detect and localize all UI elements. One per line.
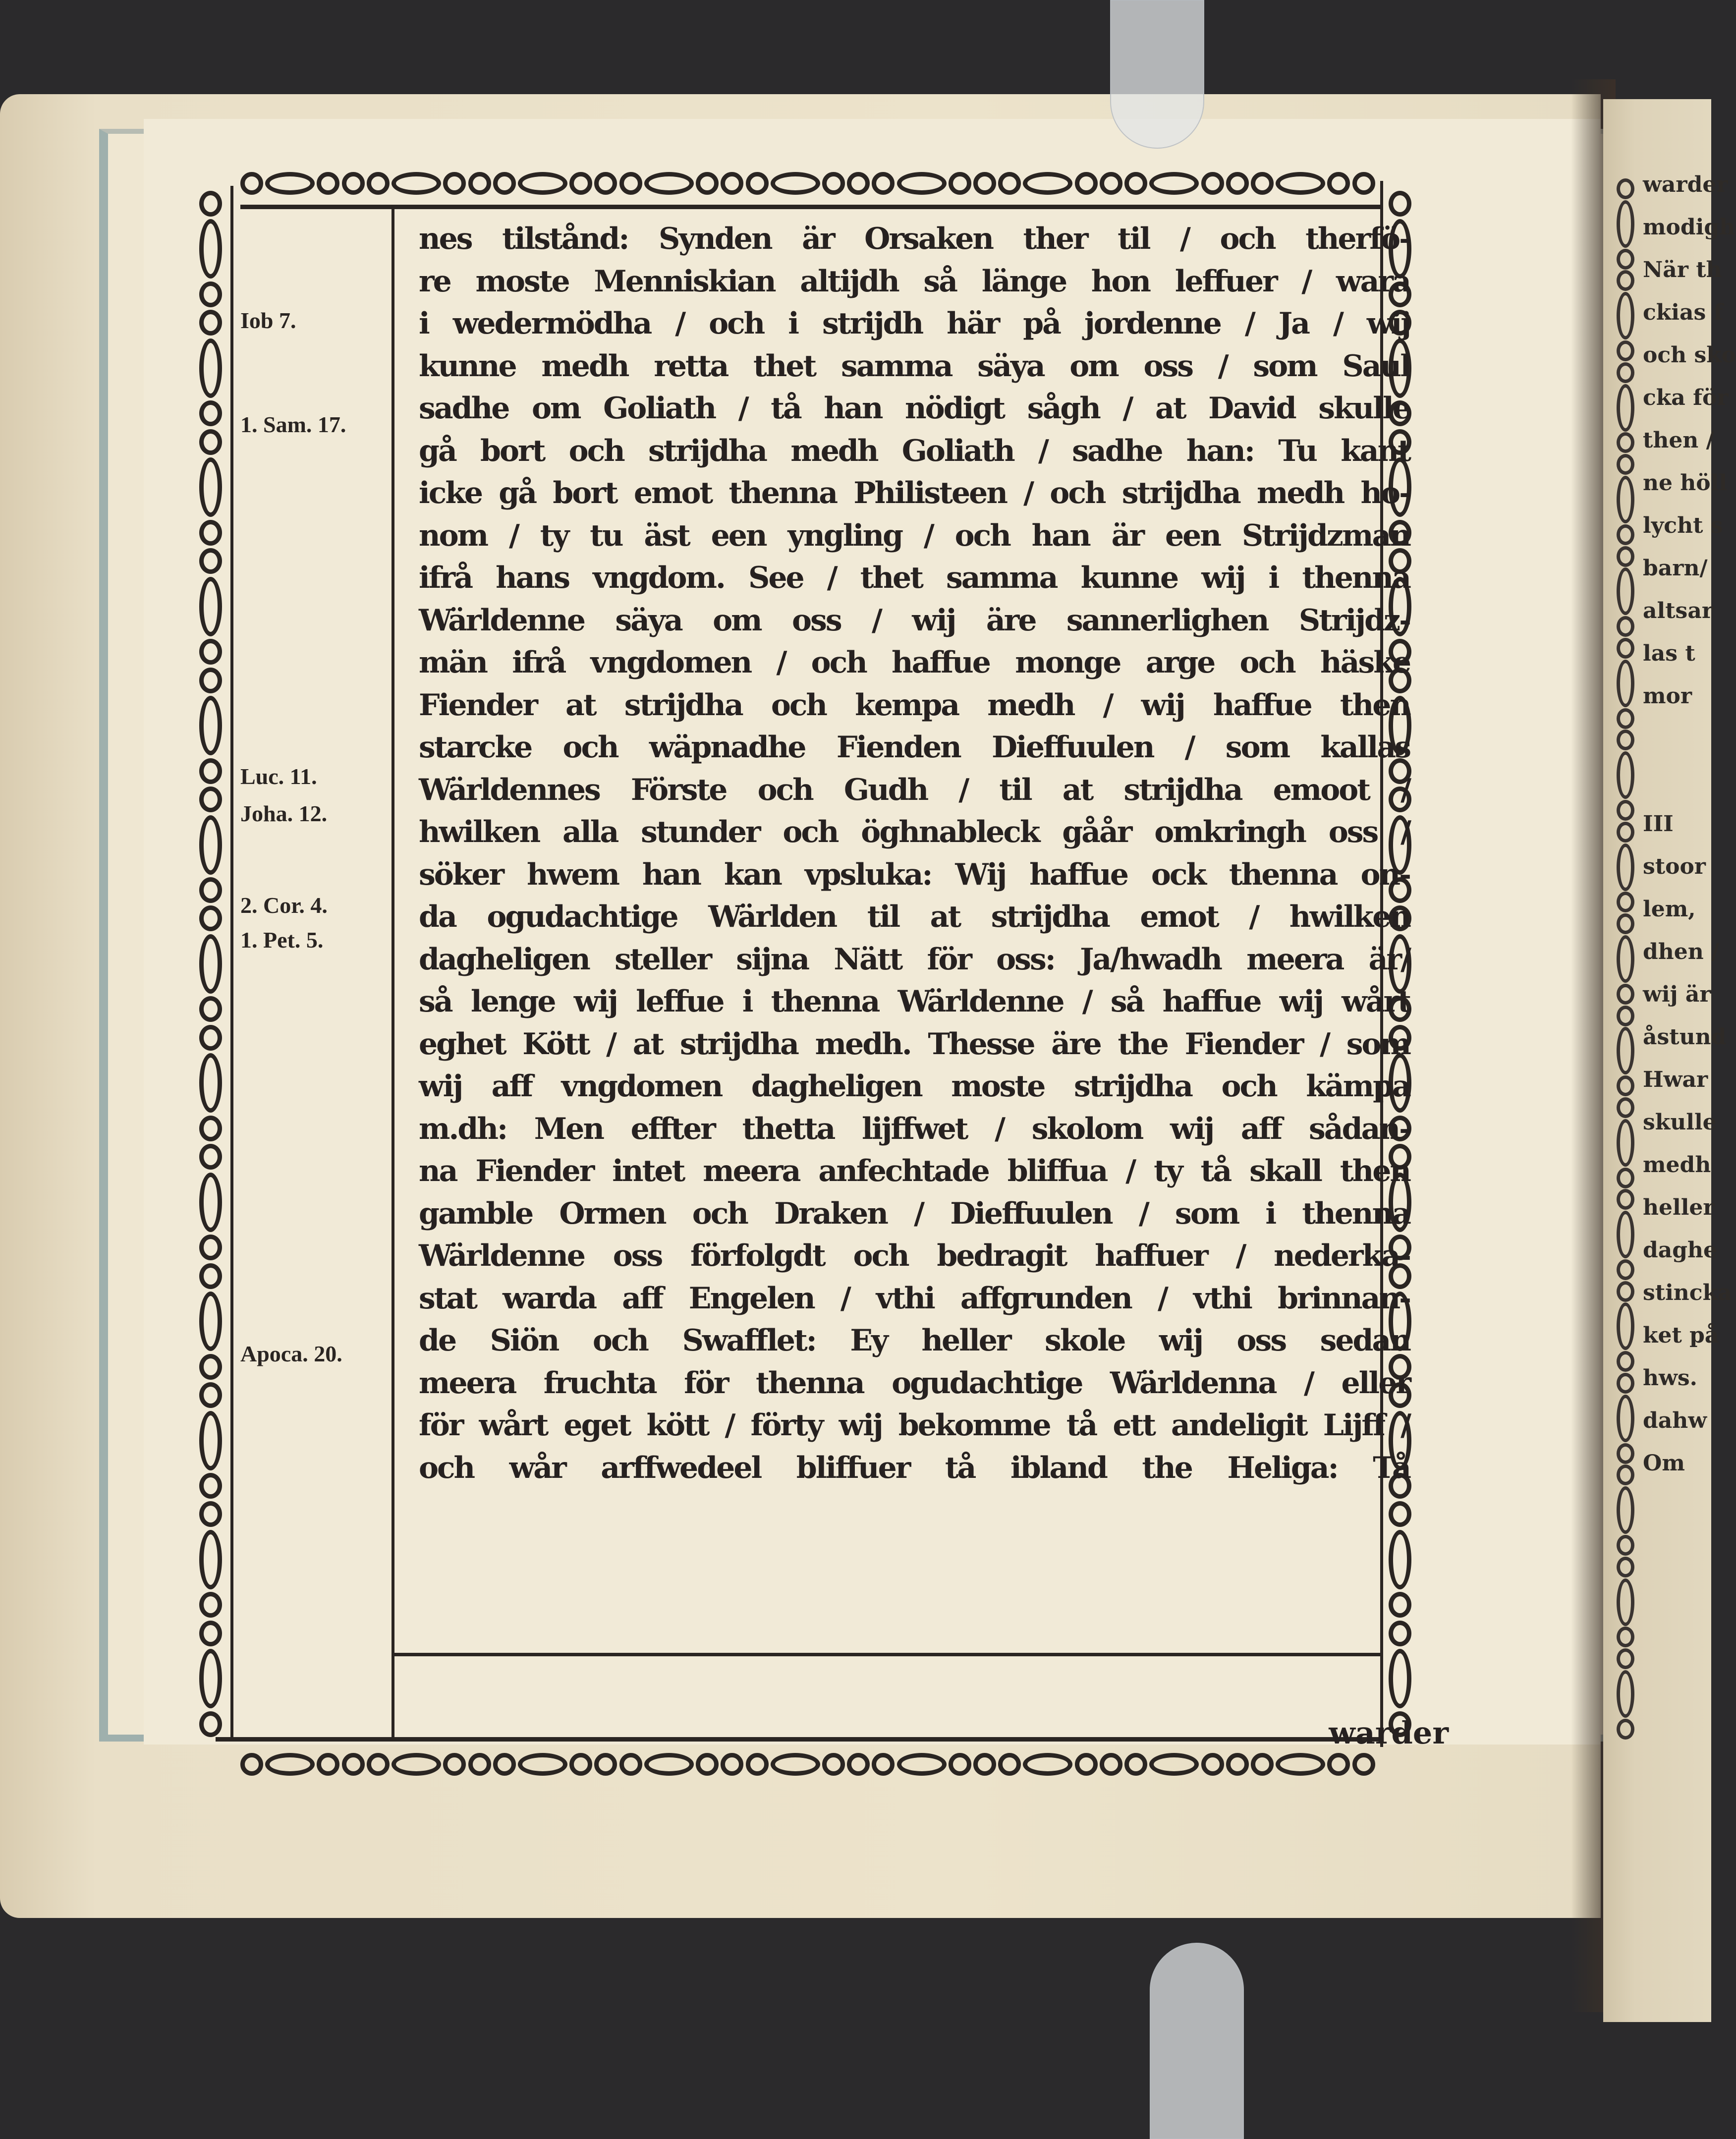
- ornament-link: [1617, 432, 1634, 453]
- ornament-link: [949, 1753, 971, 1776]
- text-line: Wärldennes Förste och Gudh / til at strijdha emoot /: [419, 772, 1410, 807]
- ornament-link: [199, 815, 222, 875]
- ornament-link: [847, 172, 870, 195]
- facing-page-fragment: och sko: [1643, 342, 1736, 368]
- ornament-link: [822, 1753, 845, 1776]
- ornament-link: [1617, 270, 1634, 291]
- facing-page-fragment: lem,: [1643, 897, 1696, 922]
- ornament-link: [1617, 1119, 1634, 1167]
- ornament-link: [199, 548, 222, 574]
- ornament-link: [1617, 249, 1634, 270]
- ornament-link: [1389, 1592, 1411, 1618]
- ornament-link: [1617, 567, 1634, 615]
- ornament-link: [342, 172, 365, 195]
- ornament-link: [1617, 1535, 1634, 1556]
- facing-page-fragment: III: [1643, 811, 1674, 837]
- ornament-link: [199, 1144, 222, 1170]
- ornament-link: [771, 1753, 820, 1776]
- ornament-link: [199, 310, 222, 336]
- ornament-link: [619, 172, 642, 195]
- text-line: så lenge wij leffue i thenna Wärldenne / så haffue wij wårt: [419, 984, 1410, 1019]
- ornament-link: [1617, 1302, 1634, 1350]
- ornament-link: [518, 1753, 567, 1776]
- ornament-link: [1352, 1753, 1375, 1776]
- ornament-link: [973, 1753, 996, 1776]
- ornament-link: [199, 1621, 222, 1646]
- top-rule: [240, 205, 1380, 209]
- ornament-link: [199, 1053, 222, 1113]
- ornament-link: [1617, 384, 1634, 432]
- ornament-link: [342, 1753, 365, 1776]
- ornament-link: [1617, 1189, 1634, 1210]
- ornament-link: [1617, 524, 1634, 545]
- ornament-link: [1617, 1075, 1634, 1096]
- text-line: sadhe om Goliath / tå han nödigt sågh / at David skulle: [419, 391, 1410, 426]
- facing-page-text: [1643, 164, 1736, 1485]
- ornament-link: [569, 172, 592, 195]
- ornament-link: [1201, 172, 1224, 195]
- ornament-link: [1075, 172, 1098, 195]
- ornament-link: [1617, 454, 1634, 475]
- ornament-link: [1617, 1578, 1634, 1626]
- margin-notes: [240, 278, 399, 1417]
- ornament-link: [1617, 892, 1634, 912]
- text-line: Wärldenne säya om oss / wij äre sannerlighen Strijdz-: [419, 603, 1410, 638]
- ornament-link: [619, 1753, 642, 1776]
- ornament-link: [771, 172, 820, 195]
- facing-page-fragment: medh: [1643, 1152, 1711, 1178]
- ornament-link: [317, 172, 339, 195]
- facing-page-fragment: åstund: [1643, 1024, 1727, 1050]
- ornament-link: [1100, 1753, 1122, 1776]
- ornament-link: [1617, 844, 1634, 891]
- ornament-link: [1617, 292, 1634, 339]
- ornament-link: [199, 457, 222, 517]
- ornament-link: [199, 934, 222, 994]
- ornament-link: [199, 787, 222, 812]
- ornament-link: [199, 219, 222, 279]
- text-line: nom / ty tu äst een yngling / och han är een Strijdzman: [419, 518, 1410, 553]
- ornament-link: [1617, 913, 1634, 934]
- ornament-link: [1617, 340, 1634, 361]
- facing-page-fragment: warder: [1643, 172, 1728, 197]
- ornament-link: [594, 1753, 617, 1776]
- ornament-link: [1617, 1719, 1634, 1740]
- text-line: hwilken alla stunder och öghnableck gåår omkringh oss /: [419, 815, 1410, 849]
- ornament-link: [998, 1753, 1021, 1776]
- ornament-link: [1617, 1486, 1634, 1534]
- ornament-link: [199, 668, 222, 693]
- ornament-link: [1149, 172, 1199, 195]
- text-line: Fiender at strijdha och kempa medh / wij haffue then: [419, 687, 1410, 723]
- text-line: gamble Ormen och Draken / Dieffuulen / som i thenna: [419, 1196, 1410, 1231]
- ornament-link: [1617, 1211, 1634, 1258]
- ornament-link: [1617, 476, 1634, 523]
- ornament-link: [199, 1530, 222, 1589]
- ornament-link: [199, 281, 222, 307]
- ornament-link: [746, 1753, 769, 1776]
- text-line: m.dh: Men effter thetta lijffwet / skolom wij aff sådan-: [419, 1111, 1410, 1146]
- ornament-link: [1389, 1621, 1411, 1646]
- facing-page-fragment: modigh: [1643, 215, 1736, 240]
- ornament-link: [1617, 1648, 1634, 1669]
- text-line: för wårt eget kött / förty wij bekomme tå ett andeligit Lijff /: [419, 1408, 1410, 1443]
- ornament-link: [1617, 1373, 1634, 1394]
- ornament-link: [1327, 1753, 1350, 1776]
- ornament-link: [199, 696, 222, 755]
- text-line: starcke och wäpnadhe Fienden Dieffuulen / som kallas: [419, 730, 1410, 765]
- text-bottom-rule: [394, 1653, 1380, 1656]
- ornament-link: [721, 1753, 743, 1776]
- ornament-link: [822, 172, 845, 195]
- ornament-link: [872, 1753, 895, 1776]
- facing-page-fragment: daghe: [1643, 1238, 1718, 1263]
- facing-page-fragment: las t: [1643, 641, 1695, 666]
- ornament-link: [1617, 1464, 1634, 1485]
- ornament-link: [199, 639, 222, 665]
- ornament-link: [199, 1501, 222, 1527]
- text-line: gå bort och strijdha medh Goliath / sadhe han: Tu kant: [419, 433, 1410, 468]
- facing-page-fragment: mor: [1643, 683, 1692, 709]
- text-line: ifrå hans vngdom. See / thet samma kunne wij i thenna: [419, 561, 1410, 595]
- ornament-link: [696, 1753, 719, 1776]
- margin-note-ref: 1. Pet. 5.: [240, 927, 324, 953]
- ornament-link: [1617, 730, 1634, 750]
- facing-page-fragment: ne höll: [1643, 470, 1728, 496]
- ornament-link: [1327, 172, 1350, 195]
- text-line: Wärldenne oss förfolgdt och bedragit haffuer / nederka-: [419, 1238, 1410, 1273]
- ornament-link: [1124, 172, 1147, 195]
- ornament-link: [468, 172, 491, 195]
- bottom-rule: [216, 1737, 1380, 1742]
- ornament-link: [1617, 1351, 1634, 1372]
- ornament-link: [1617, 1027, 1634, 1074]
- ornament-link: [1149, 1753, 1199, 1776]
- margin-note-ref: 2. Cor. 4.: [240, 893, 328, 918]
- facing-page-fragment: Om: [1643, 1451, 1685, 1476]
- ornament-link: [1276, 172, 1325, 195]
- ornament-link: [1617, 200, 1634, 248]
- ornament-link: [199, 338, 222, 398]
- ornament-link: [1389, 1649, 1411, 1708]
- ornament-link: [367, 1753, 390, 1776]
- ornament-link: [949, 172, 971, 195]
- ornament-link: [1124, 1753, 1147, 1776]
- ornament-link: [1023, 1753, 1072, 1776]
- ornament-link: [443, 172, 466, 195]
- text-line: söker hwem han kan vpsluka: Wij haffue ock thenna on-: [419, 857, 1410, 892]
- ornament-link: [199, 1473, 222, 1499]
- text-line: meera fruchta för thenna ogudachtige Wärldenna / eller: [419, 1365, 1410, 1401]
- ornament-link: [897, 172, 947, 195]
- ornament-link: [1617, 1443, 1634, 1464]
- facing-page-fragment: wij är: [1643, 982, 1711, 1007]
- ornament-link: [1617, 708, 1634, 729]
- ornament-link: [1617, 1097, 1634, 1118]
- text-line: icke gå bort emot thenna Philisteen / och strijdha medh ho-: [419, 476, 1410, 510]
- facing-page-fragment: altsar: [1643, 598, 1714, 623]
- ornament-link: [1617, 1281, 1634, 1302]
- ornament-link: [199, 520, 222, 546]
- body-text: [419, 218, 1410, 1489]
- ornament-link: [1352, 172, 1375, 195]
- facing-page-ornament-border: [1617, 178, 1636, 1740]
- ornament-link: [199, 191, 222, 217]
- text-line: na Fiender intet meera anfechtade bliffua / ty tå skall then: [419, 1154, 1410, 1188]
- ornament-link: [199, 877, 222, 903]
- ornament-link: [644, 172, 694, 195]
- ornament-link: [199, 1235, 222, 1260]
- ornament-link: [973, 172, 996, 195]
- left-rule: [230, 186, 233, 1737]
- text-line: dagheligen steller sijna Nätt för oss: Ja/hwadh meera är/: [419, 942, 1410, 977]
- top-ornament-border: [240, 166, 1375, 201]
- ornament-link: [1251, 172, 1274, 195]
- ornament-link: [1617, 1670, 1634, 1718]
- ornament-link: [1389, 191, 1411, 217]
- ornament-link: [317, 1753, 339, 1776]
- page-clip-top: [1110, 0, 1204, 149]
- ornament-link: [199, 1649, 222, 1708]
- ornament-link: [594, 172, 617, 195]
- ornament-link: [199, 400, 222, 426]
- ornament-link: [998, 172, 1021, 195]
- margin-note-ref: 1. Sam. 17.: [240, 412, 346, 437]
- ornament-link: [199, 1354, 222, 1380]
- ornament-link: [1617, 178, 1634, 199]
- ornament-link: [1617, 935, 1634, 983]
- ornament-link: [1617, 362, 1634, 383]
- bottom-ornament-border: [240, 1747, 1375, 1782]
- facing-page-fragment: cka för: [1643, 385, 1729, 410]
- ornament-link: [644, 1753, 694, 1776]
- facing-page-fragment: stoor: [1643, 854, 1706, 879]
- ornament-link: [199, 1592, 222, 1618]
- text-line: män ifrå vngdomen / och haffue monge arge och häske: [419, 645, 1410, 680]
- facing-page-fragment: ckias f: [1643, 300, 1723, 325]
- ornament-link: [1389, 1530, 1411, 1589]
- facing-page-fragment: dahw: [1643, 1408, 1707, 1433]
- ornament-link: [1617, 1395, 1634, 1442]
- ornament-link: [1617, 1006, 1634, 1026]
- facing-page-fragment: ket på: [1643, 1323, 1719, 1348]
- ornament-link: [1226, 1753, 1249, 1776]
- ornament-link: [199, 996, 222, 1022]
- facing-page-fragment: hws.: [1643, 1365, 1697, 1391]
- ornament-link: [240, 1753, 263, 1776]
- text-line: eghet Kött / at strijdha medh. Thesse äre the Fiender / som: [419, 1026, 1410, 1062]
- facing-page-fragment: skulle: [1643, 1110, 1717, 1135]
- ornament-link: [518, 172, 567, 195]
- ornament-link: [199, 1173, 222, 1232]
- text-line: och wår arffwedeel bliffuer tå ibland the Heliga: Tå: [419, 1450, 1410, 1485]
- facing-page-fragment: När th: [1643, 257, 1722, 282]
- ornament-link: [847, 1753, 870, 1776]
- ornament-link: [265, 172, 315, 195]
- ornament-link: [1251, 1753, 1274, 1776]
- ornament-link: [1617, 1627, 1634, 1647]
- page-clip-bottom: [1150, 1943, 1244, 2139]
- ornament-link: [1276, 1753, 1325, 1776]
- ornament-link: [265, 1753, 315, 1776]
- ornament-link: [199, 577, 222, 636]
- facing-page-fragment: barn/: [1643, 556, 1708, 581]
- ornament-link: [1617, 1557, 1634, 1577]
- ornament-link: [1617, 638, 1634, 659]
- ornament-link: [1201, 1753, 1224, 1776]
- text-line: stat warda aff Engelen / vthi affgrunden / vthi brinnan-: [419, 1281, 1410, 1316]
- ornament-link: [199, 758, 222, 784]
- ornament-link: [1617, 751, 1634, 799]
- facing-page-fragment: Hwar: [1643, 1067, 1708, 1092]
- facing-page-fragment: dhen /: [1643, 939, 1720, 964]
- facing-page-fragment: heller: [1643, 1195, 1715, 1220]
- ornament-link: [199, 1382, 222, 1408]
- ornament-link: [1617, 984, 1634, 1005]
- ornament-link: [392, 172, 441, 195]
- ornament-link: [240, 172, 263, 195]
- ornament-link: [872, 172, 895, 195]
- margin-note-ref: Apoca. 20.: [240, 1341, 342, 1366]
- ornament-link: [367, 172, 390, 195]
- ornament-link: [1226, 172, 1249, 195]
- catchword: warder: [1329, 1715, 1449, 1751]
- ornament-link: [1617, 800, 1634, 821]
- facing-page-fragment: then /: [1643, 428, 1714, 453]
- ornament-link: [199, 905, 222, 931]
- text-line: de Siön och Swafflet: Ey heller skole wij oss sedan: [419, 1323, 1410, 1358]
- ornament-link: [1100, 172, 1122, 195]
- text-line: nes tilstånd: Synden är Orsaken ther til / och therfö-: [419, 222, 1410, 256]
- ornament-link: [1389, 1501, 1411, 1527]
- text-line: da ogudachtige Wärlden til at strijdha emot / hwilken: [419, 900, 1410, 934]
- ornament-link: [721, 172, 743, 195]
- margin-note-ref: Joha. 12.: [240, 801, 328, 826]
- text-line: kunne medh retta thet samma säya om oss / som Saul: [419, 348, 1410, 384]
- ornament-link: [199, 1411, 222, 1470]
- margin-note-ref: Luc. 11.: [240, 764, 317, 789]
- text-line: re moste Menniskian altijdh så länge hon leffuer / wara: [419, 264, 1410, 299]
- ornament-link: [199, 1025, 222, 1051]
- ornament-link: [696, 172, 719, 195]
- ornament-link: [199, 1116, 222, 1141]
- facing-page-fragment: lycht s: [1643, 513, 1723, 538]
- facing-page-fragment: stincka: [1643, 1280, 1732, 1305]
- ornament-link: [1617, 822, 1634, 843]
- text-line: i wedermödha / och i strijdh här på jordenne / Ja / wij: [419, 306, 1410, 341]
- ornament-link: [199, 429, 222, 455]
- ornament-link: [468, 1753, 491, 1776]
- ornament-link: [1617, 546, 1634, 567]
- ornament-link: [1617, 1259, 1634, 1280]
- ornament-link: [1023, 172, 1072, 195]
- ornament-link: [1617, 1168, 1634, 1188]
- ornament-link: [1617, 616, 1634, 637]
- ornament-link: [897, 1753, 947, 1776]
- ornament-link: [392, 1753, 441, 1776]
- margin-note-ref: Iob 7.: [240, 308, 296, 333]
- text-line: wij aff vngdomen dagheligen moste strijdha och kämpa: [419, 1069, 1410, 1104]
- ornament-link: [443, 1753, 466, 1776]
- ornament-link: [746, 172, 769, 195]
- ornament-link: [493, 1753, 516, 1776]
- ornament-link: [199, 1292, 222, 1351]
- ornament-link: [569, 1753, 592, 1776]
- ornament-link: [493, 172, 516, 195]
- ornament-link: [1617, 660, 1634, 707]
- ornament-link: [199, 1263, 222, 1289]
- ornament-link: [1075, 1753, 1098, 1776]
- left-ornament-border: [196, 191, 225, 1737]
- ornament-link: [199, 1711, 222, 1737]
- spacer: [1643, 718, 1711, 803]
